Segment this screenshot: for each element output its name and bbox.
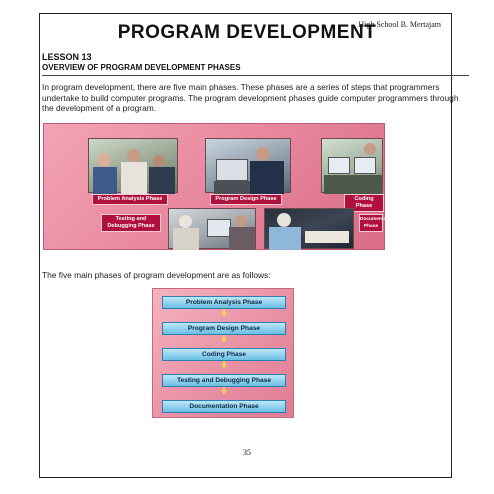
label-documentation: Documentation Phase [359,214,383,232]
photo-documentation [264,208,354,249]
flow-arrow-icon [221,364,227,369]
flow-step-documentation: Documentation Phase [162,400,286,413]
school-header: High School B. Mertajam [358,20,441,29]
photo-coding [321,138,383,193]
page-number: 35 [243,448,251,457]
flow-arrow-icon [221,338,227,343]
label-program-design: Program Design Phase [210,194,282,205]
label-testing-debugging: Testing and Debugging Phase [101,214,161,232]
phases-photo-collage [43,123,395,250]
flow-step-program-design: Program Design Phase [162,322,286,335]
label-problem-analysis: Problem Analysis Phase [92,194,168,205]
flow-step-coding: Coding Phase [162,348,286,361]
label-coding: Coding Phase [344,194,384,212]
photo-problem-analysis [88,138,178,193]
phases-lead-text: The five main phases of program development are as follows: [42,270,271,280]
photo-program-design [205,138,291,193]
lesson-heading [42,52,241,72]
flow-step-testing-debugging: Testing and Debugging Phase [162,374,286,387]
flow-arrow-icon [221,390,227,395]
lesson-subtitle: OVERVIEW OF PROGRAM DEVELOPMENT PHASES [42,63,241,72]
intro-paragraph: In program development, there are five main phases. These phases are a series of steps that programmers undertake to build computer programs. The program development phases guide computer programmers through the development of a program. [42,82,459,113]
lesson-number: LESSON 13 [42,52,92,62]
phases-flowchart [152,288,294,418]
page-title: PROGRAM DEVELOPMENT [117,22,377,43]
flow-arrow-icon [221,312,227,317]
flow-step-problem-analysis: Problem Analysis Phase [162,296,286,309]
photo-testing-debugging [168,208,256,249]
heading-divider [42,75,469,76]
